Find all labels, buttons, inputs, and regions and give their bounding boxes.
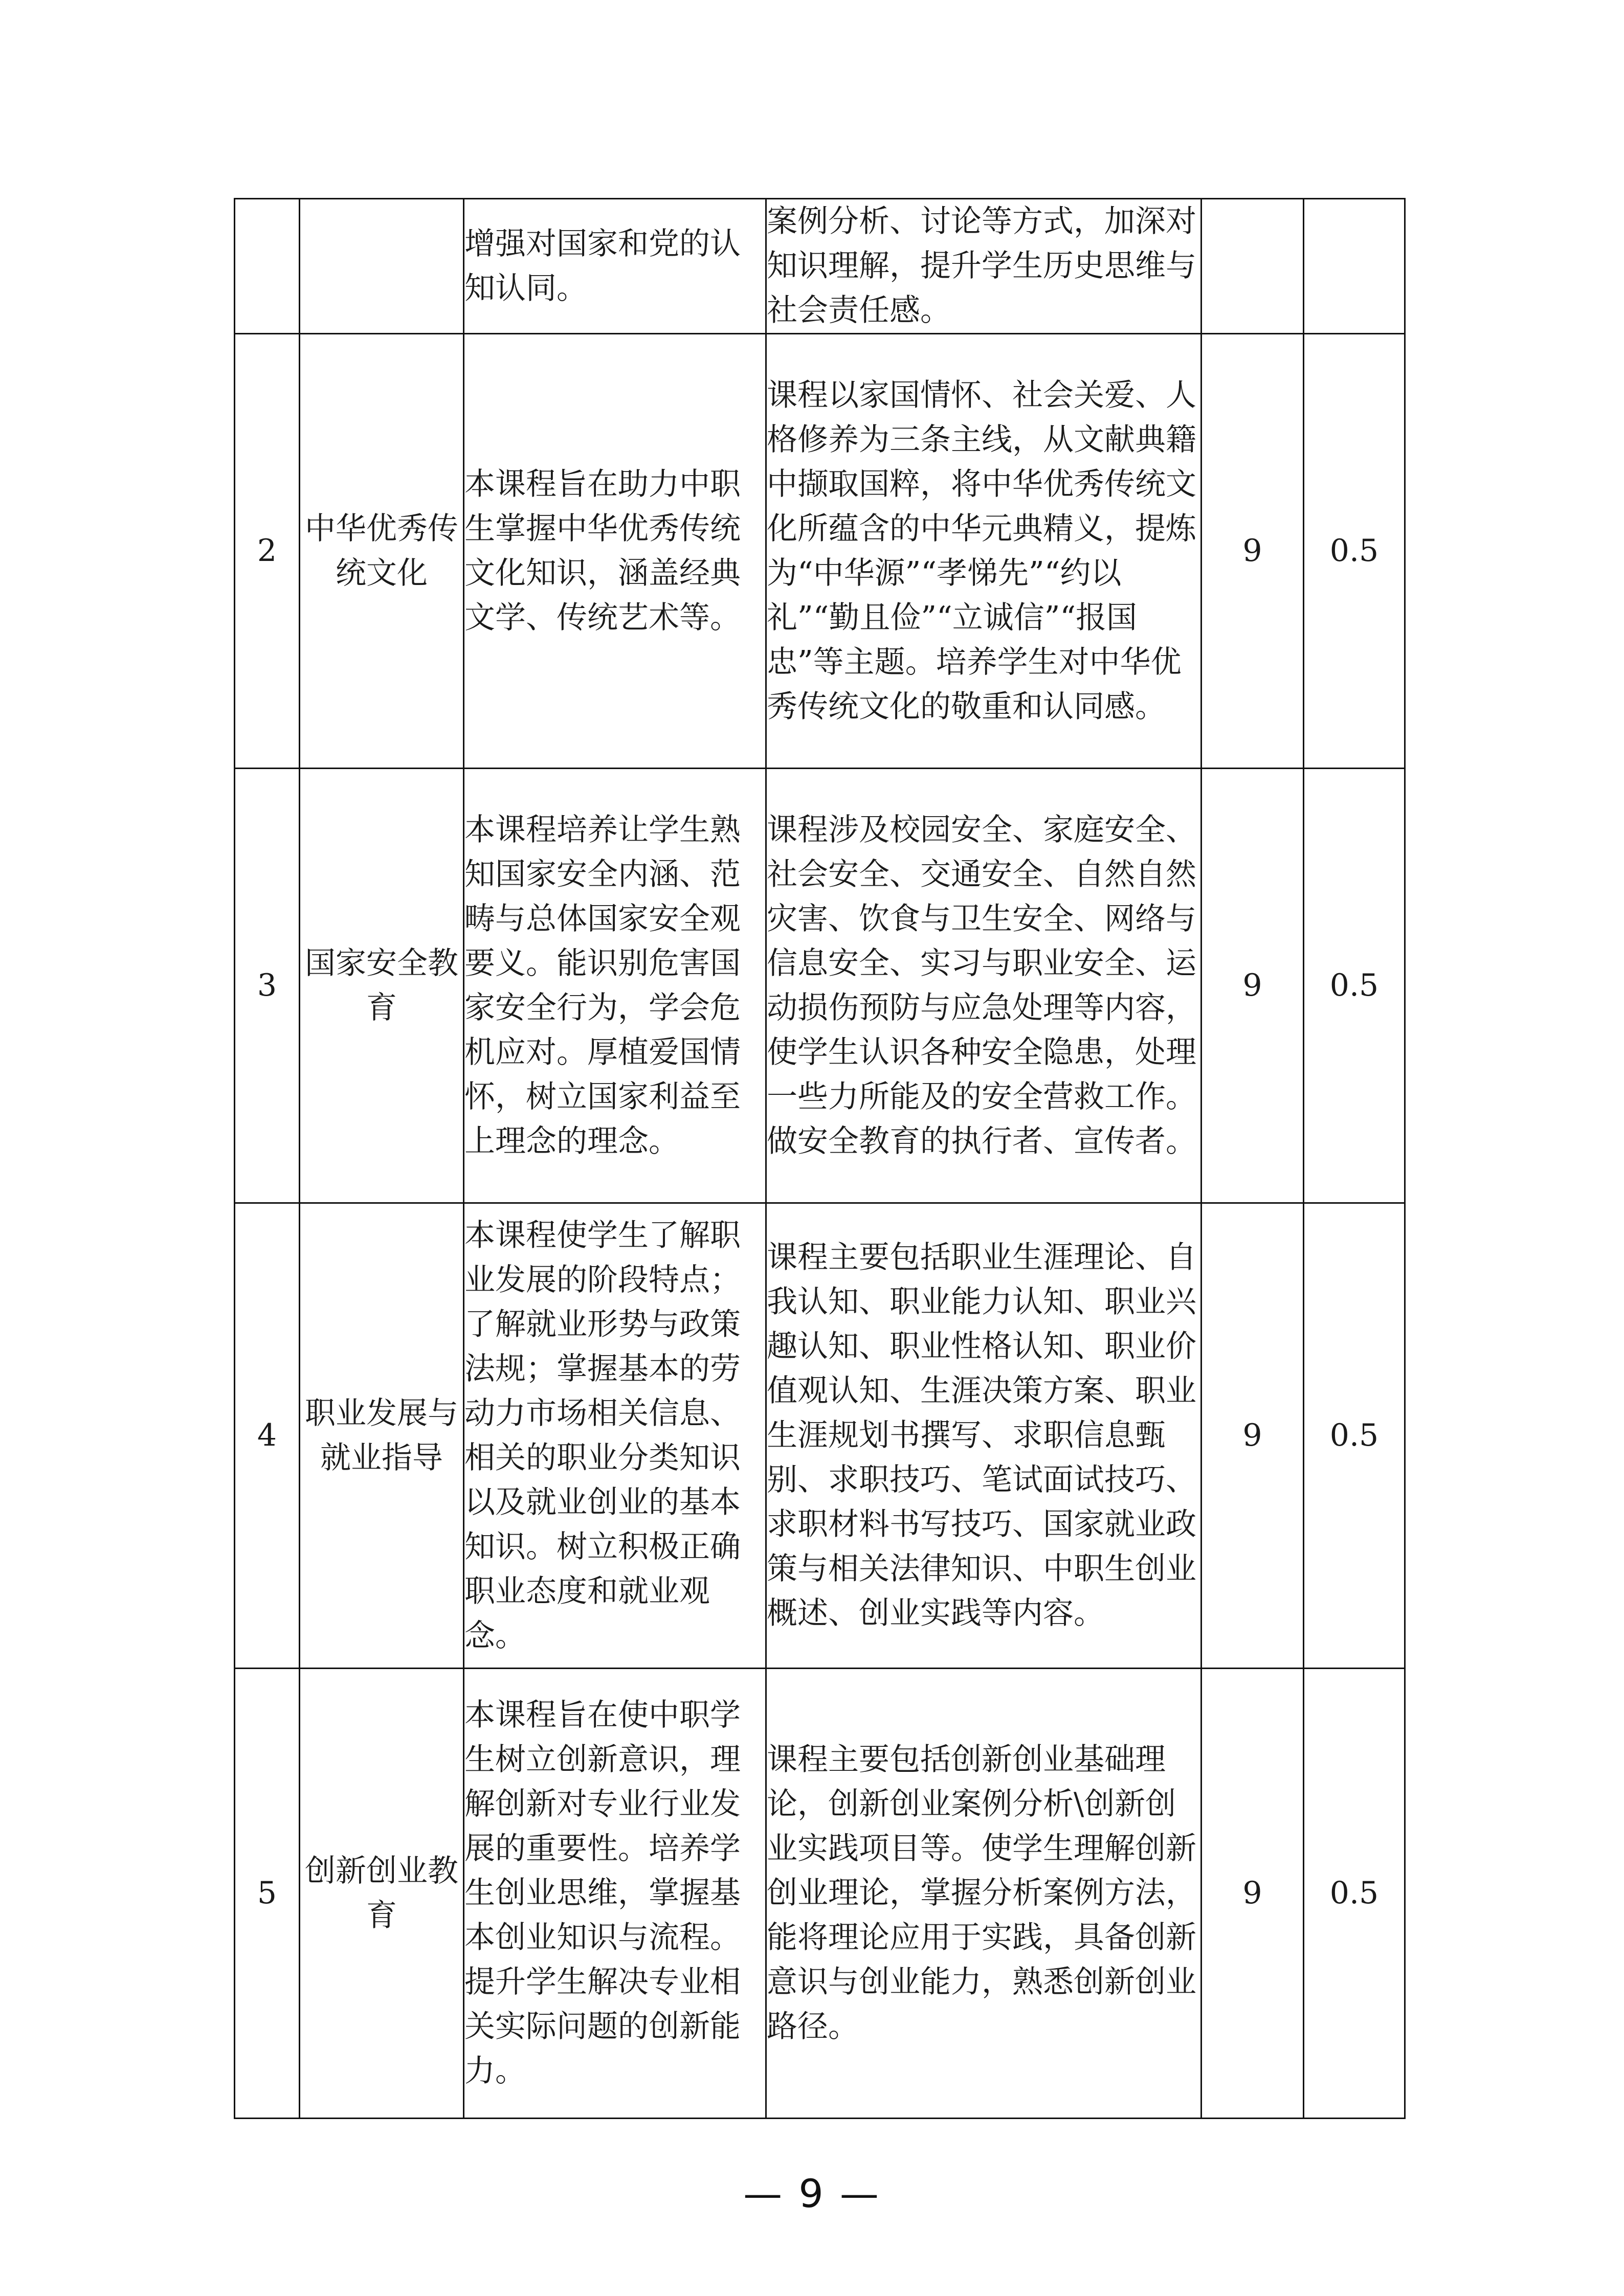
course-hours-cell: 9 <box>1202 1203 1304 1669</box>
course-hours-cell: 9 <box>1202 1669 1304 2119</box>
page-number: — 9 — <box>743 2171 881 2216</box>
course-hours-cell: 9 <box>1202 769 1304 1203</box>
course-goal-cell: 本课程旨在使中职学生树立创新意识，理解创新对专业行业发展的重要性。培养学生创业思维，掌握基本创业知识与流程。提升学生解决专业相关实际问题的创新能力。 <box>464 1669 766 2119</box>
table-row <box>235 1669 1405 2119</box>
course-content-cell: 课程主要包括职业生涯理论、自我认知、职业能力认知、职业兴趣认知、职业性格认知、职业价值观认知、生涯决策方案、职业生涯规划书撰写、求职信息甄别、求职技巧、笔试面试技巧、求职材料书写技巧、国家就业政策与相关法律知识、中职生创业概述、创业实践等内容。 <box>766 1203 1202 1669</box>
table-row <box>235 769 1405 1203</box>
course-number-cell: 2 <box>235 334 300 769</box>
course-name-cell: 创新创业教育 <box>300 1669 464 2119</box>
course-credit-cell: 0.5 <box>1304 1203 1405 1669</box>
course-goal-cell: 增强对国家和党的认知认同。 <box>464 199 766 334</box>
table-row <box>235 1203 1405 1669</box>
course-number-cell <box>235 199 300 334</box>
course-credit-cell <box>1304 199 1405 334</box>
table-row <box>235 334 1405 769</box>
course-hours-cell <box>1202 199 1304 334</box>
course-number-cell: 5 <box>235 1669 300 2119</box>
course-content-cell: 案例分析、讨论等方式，加深对知识理解，提升学生历史思维与社会责任感。 <box>766 199 1202 334</box>
course-content-cell: 课程涉及校园安全、家庭安全、社会安全、交通安全、自然自然灾害、饮食与卫生安全、网络与信息安全、实习与职业安全、运动损伤预防与应急处理等内容，使学生认识各种安全隐患，处理一些力所能及的安全营救工作。做安全教育的执行者、宣传者。 <box>766 769 1202 1203</box>
course-number-cell: 4 <box>235 1203 300 1669</box>
course-credit-cell: 0.5 <box>1304 1669 1405 2119</box>
course-table <box>234 198 1406 2119</box>
course-goal-cell: 本课程培养让学生熟知国家安全内涵、范畴与总体国家安全观要义。能识别危害国家安全行为，学会危机应对。厚植爱国情怀，树立国家利益至上理念的理念。 <box>464 769 766 1203</box>
course-name-cell: 职业发展与就业指导 <box>300 1203 464 1669</box>
course-number-cell: 3 <box>235 769 300 1203</box>
course-goal-cell: 本课程旨在助力中职生掌握中华优秀传统文化知识，涵盖经典文学、传统艺术等。 <box>464 334 766 769</box>
course-name-cell <box>300 199 464 334</box>
course-name-cell: 国家安全教育 <box>300 769 464 1203</box>
course-content-cell: 课程主要包括创新创业基础理论，创新创业案例分析\创新创业实践项目等。使学生理解创新创业理论，掌握分析案例方法，能将理论应用于实践，具备创新意识与创业能力，熟悉创新创业路径。 <box>766 1669 1202 2119</box>
table-row <box>235 199 1405 334</box>
course-hours-cell: 9 <box>1202 334 1304 769</box>
course-name-cell: 中华优秀传统文化 <box>300 334 464 769</box>
course-credit-cell: 0.5 <box>1304 769 1405 1203</box>
course-goal-cell: 本课程使学生了解职业发展的阶段特点；了解就业形势与政策法规；掌握基本的劳动力市场相关信息、相关的职业分类知识以及就业创业的基本知识。树立积极正确职业态度和就业观念。 <box>464 1203 766 1669</box>
course-content-cell: 课程以家国情怀、社会关爱、人格修养为三条主线，从文献典籍中撷取国粹，将中华优秀传统文化所蕴含的中华元典精义，提炼为“中华源”“孝悌先”“约以礼”“勤且俭”“立诚信”“报国忠”等主题。培养学生对中华优秀传统文化的敬重和认同感。 <box>766 334 1202 769</box>
course-credit-cell: 0.5 <box>1304 334 1405 769</box>
